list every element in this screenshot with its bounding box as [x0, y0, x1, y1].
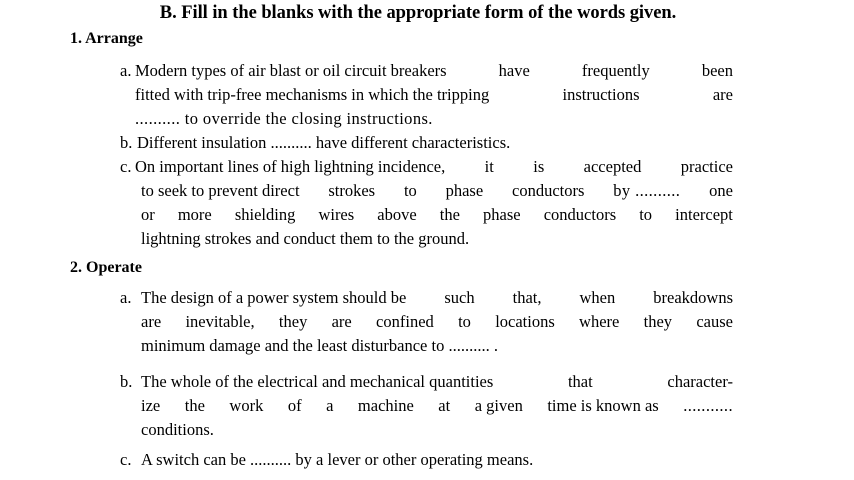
line-fragment: On important lines of high lightning incidence,: [135, 157, 446, 176]
line-fragment: practice: [680, 157, 733, 176]
line-fragment: locations: [495, 312, 555, 331]
line-fragment: Modern types of air blast or oil circuit breakers: [135, 61, 447, 80]
list-marker-2c: c.: [120, 450, 132, 469]
text-line: [141, 181, 733, 201]
page-title: B. Fill in the blanks with the appropriate form of the words given.: [159, 3, 677, 23]
line-fragment: it: [484, 157, 494, 176]
line-fragment: conductors: [512, 181, 585, 200]
text-line: minimum damage and the least disturbance to .......... .: [141, 336, 498, 355]
line-fragment: are: [712, 85, 733, 104]
text-line: conditions.: [141, 420, 214, 439]
line-fragment: breakdowns: [653, 288, 733, 307]
line-fragment: been: [701, 61, 733, 80]
text-line: [135, 61, 733, 81]
line-fragment: The design of a power system should be: [141, 288, 407, 307]
line-fragment: character-: [667, 372, 733, 391]
line-fragment: inevitable,: [185, 312, 255, 331]
line-fragment: are: [141, 312, 162, 331]
line-fragment: a: [326, 396, 334, 415]
line-fragment: such: [444, 288, 475, 307]
section-heading-arrange: 1. Arrange: [70, 30, 143, 47]
line-fragment: conductors: [543, 205, 617, 224]
line-fragment: have: [498, 61, 530, 80]
text-line: [135, 157, 733, 177]
line-fragment: more: [177, 205, 212, 224]
line-fragment: ...........: [683, 396, 733, 415]
line-fragment: accepted: [583, 157, 642, 176]
line-fragment: that,: [512, 288, 542, 307]
line-fragment: when: [579, 288, 616, 307]
line-fragment: strokes: [328, 181, 376, 200]
line-fragment: is: [533, 157, 545, 176]
line-fragment: at: [438, 396, 451, 415]
text-line: Different insulation .......... have different characteristics.: [137, 133, 511, 152]
line-fragment: shielding: [234, 205, 296, 224]
list-marker-1a: a.: [120, 61, 132, 80]
line-fragment: are: [331, 312, 352, 331]
line-fragment: or: [141, 205, 155, 224]
line-fragment: ize: [141, 396, 161, 415]
line-fragment: to: [639, 205, 653, 224]
line-fragment: phase: [483, 205, 521, 224]
text-line: .......... to override the closing instructions.: [135, 109, 433, 128]
line-fragment: The whole of the electrical and mechanical quantities: [141, 372, 494, 391]
line-fragment: cause: [696, 312, 733, 331]
line-fragment: where: [579, 312, 620, 331]
section-heading-operate: 2. Operate: [70, 259, 142, 276]
line-fragment: the: [184, 396, 205, 415]
text-line: [141, 288, 733, 308]
line-fragment: time is known as: [547, 396, 659, 415]
line-fragment: they: [643, 312, 673, 331]
text-line: [141, 205, 733, 225]
list-marker-2b: b.: [120, 372, 133, 391]
text-line: [135, 85, 733, 105]
line-fragment: the: [439, 205, 460, 224]
text-line: A switch can be .......... by a lever or other operating means.: [141, 450, 534, 469]
list-marker-1b: b.: [120, 133, 133, 152]
line-fragment: work: [229, 396, 264, 415]
line-fragment: that: [567, 372, 593, 391]
line-fragment: above: [377, 205, 417, 224]
line-fragment: wires: [318, 205, 355, 224]
line-fragment: one: [709, 181, 733, 200]
text-line: [141, 312, 733, 332]
line-fragment: of: [287, 396, 302, 415]
line-fragment: fitted with trip-free mechanisms in which the tripping: [135, 85, 490, 104]
line-fragment: by ..........: [613, 181, 681, 200]
text-line: [141, 396, 733, 416]
line-fragment: frequently: [581, 61, 650, 80]
line-fragment: intercept: [675, 205, 733, 224]
line-fragment: machine: [357, 396, 414, 415]
line-fragment: phase: [445, 181, 484, 200]
line-fragment: confined: [376, 312, 434, 331]
line-fragment: instructions: [562, 85, 640, 104]
text-line: lightning strokes and conduct them to the ground.: [141, 229, 470, 248]
line-fragment: they: [278, 312, 308, 331]
line-fragment: to: [403, 181, 417, 200]
list-marker-1c: c.: [120, 157, 132, 176]
line-fragment: a given: [474, 396, 523, 415]
line-fragment: to seek to prevent direct: [141, 181, 300, 200]
line-fragment: to: [458, 312, 471, 331]
list-marker-2a: a.: [120, 288, 132, 307]
text-line: [141, 372, 733, 392]
